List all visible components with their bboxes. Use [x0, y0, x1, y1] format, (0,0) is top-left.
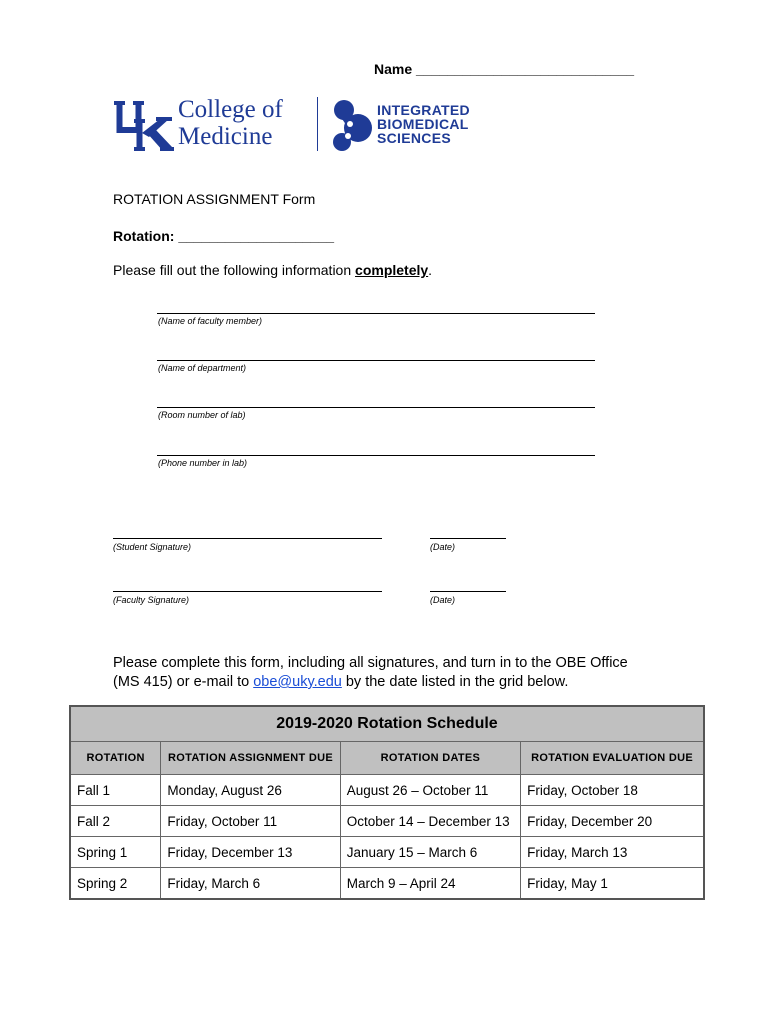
- table-cell: Monday, August 26: [161, 775, 340, 806]
- faculty-date-line[interactable]: [430, 591, 506, 592]
- ibs-molecule-icon: [330, 98, 374, 154]
- table-cell: January 15 – March 6: [340, 837, 520, 868]
- table-row: [70, 868, 704, 900]
- table-cell: March 9 – April 24: [340, 868, 520, 900]
- obe-email-link[interactable]: obe@uky.edu: [253, 674, 342, 690]
- room-number-line[interactable]: [157, 407, 595, 408]
- header-rotation-dates: ROTATION DATES: [340, 742, 520, 775]
- closing-instructions: [113, 654, 673, 692]
- table-cell: August 26 – October 11: [340, 775, 520, 806]
- department-label: (Name of department): [158, 363, 247, 373]
- table-cell: Friday, October 11: [161, 806, 340, 837]
- student-date-line[interactable]: [430, 538, 506, 539]
- form-title: ROTATION ASSIGNMENT Form: [113, 191, 316, 207]
- closing-line-2: [113, 673, 673, 692]
- table-row: [70, 837, 704, 868]
- student-signature-label: (Student Signature): [113, 542, 192, 552]
- table-row: [70, 775, 704, 806]
- table-cell: Friday, December 20: [521, 806, 704, 837]
- header-rotation: ROTATION: [70, 742, 161, 775]
- phone-number-line[interactable]: [157, 455, 595, 456]
- table-cell: October 14 – December 13: [340, 806, 520, 837]
- phone-number-label: (Phone number in lab): [158, 458, 248, 468]
- rotation-field[interactable]: Rotation: ____________________: [113, 228, 335, 244]
- student-signature-line[interactable]: [113, 538, 382, 539]
- ibs-logo-text: [377, 103, 470, 145]
- college-line-1: College of: [178, 96, 283, 123]
- faculty-signature-label: (Faculty Signature): [113, 595, 190, 605]
- rotation-schedule-table: [69, 705, 705, 900]
- table-cell: Fall 2: [70, 806, 161, 837]
- college-of-medicine-logo: [178, 96, 283, 150]
- table-cell: Friday, October 18: [521, 775, 704, 806]
- ibs-line-1: INTEGRATED: [377, 102, 470, 118]
- instruction-post: .: [428, 262, 433, 278]
- table-cell: Friday, March 13: [521, 837, 704, 868]
- college-line-2: Medicine: [178, 123, 273, 150]
- ibs-line-2: BIOMEDICAL: [377, 116, 469, 132]
- table-cell: Fall 1: [70, 775, 161, 806]
- closing-line-1: Please complete this form, including all signatures, and turn in to the OBE Office: [113, 655, 628, 671]
- schedule-title: 2019-2020 Rotation Schedule: [70, 706, 704, 742]
- table-cell: Friday, May 1: [521, 868, 704, 900]
- header-assignment-due: ROTATION ASSIGNMENT DUE: [161, 742, 340, 775]
- faculty-signature-line[interactable]: [113, 591, 382, 592]
- table-cell: Friday, December 13: [161, 837, 340, 868]
- department-line[interactable]: [157, 360, 595, 361]
- room-number-label: (Room number of lab): [158, 410, 246, 420]
- table-row: [70, 806, 704, 837]
- faculty-name-line[interactable]: [157, 313, 595, 314]
- name-field[interactable]: Name ____________________________: [374, 61, 635, 77]
- instruction-emphasis: completely: [355, 262, 429, 278]
- faculty-name-label: (Name of faculty member): [158, 316, 263, 326]
- student-date-label: (Date): [430, 542, 456, 552]
- table-cell: Spring 1: [70, 837, 161, 868]
- instruction-pre: Please fill out the following information: [113, 262, 356, 278]
- logo-divider: [317, 97, 318, 151]
- faculty-date-label: (Date): [430, 595, 456, 605]
- instruction-text: [113, 262, 432, 278]
- uk-logo-icon: [114, 101, 174, 151]
- ibs-line-3: SCIENCES: [377, 130, 451, 146]
- closing-post: by the date listed in the grid below.: [341, 674, 569, 690]
- table-cell: Friday, March 6: [161, 868, 340, 900]
- closing-pre: (MS 415) or e-mail to: [113, 674, 254, 690]
- table-cell: Spring 2: [70, 868, 161, 900]
- header-evaluation-due: ROTATION EVALUATION DUE: [521, 742, 704, 775]
